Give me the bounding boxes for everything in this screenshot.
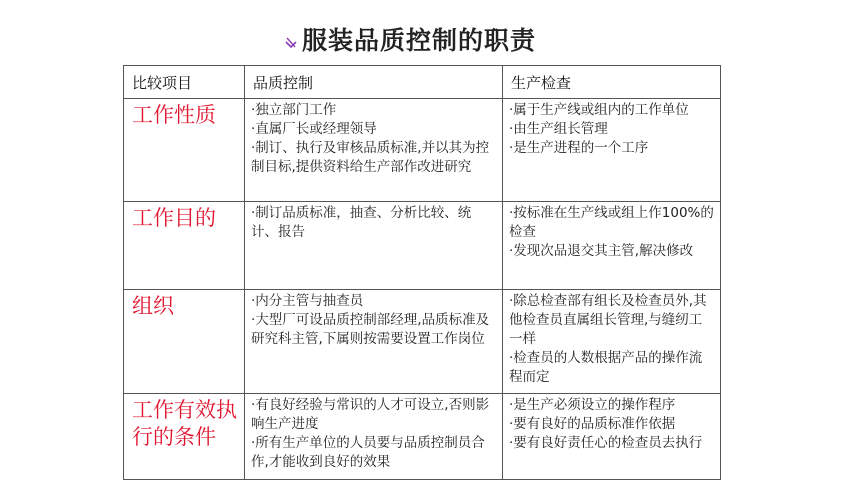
qc-cell bbox=[245, 99, 503, 202]
pc-cell bbox=[503, 394, 721, 480]
row-label: 工作目的 bbox=[124, 202, 245, 290]
qc-line: ·内分主管与抽查员 bbox=[251, 293, 364, 309]
row-label: 工作性质 bbox=[124, 99, 245, 202]
table-row bbox=[124, 290, 721, 394]
header-compare-item: 比较项目 bbox=[124, 66, 245, 99]
qc-line: ·制订品质标准，抽查、分析比较、统计、报告 bbox=[251, 205, 472, 240]
qc-line: ·独立部门工作 bbox=[251, 102, 337, 118]
qc-cell bbox=[245, 290, 503, 394]
pc-cell bbox=[503, 202, 721, 290]
table-row bbox=[124, 202, 721, 290]
pc-line: ·发现次品退交其主管,解决修改 bbox=[509, 243, 694, 259]
qc-line: ·大型厂可设品质控制部经理,品质标准及研究科主管,下属则按需要设置工作岗位 bbox=[251, 312, 490, 347]
title-bar bbox=[284, 22, 536, 56]
header-production-check: 生产检查 bbox=[503, 66, 721, 99]
pc-line: ·属于生产线或组内的工作单位 bbox=[509, 102, 689, 118]
pc-line: ·要有良好责任心的检查员去执行 bbox=[509, 435, 703, 451]
header-quality-control: 品质控制 bbox=[245, 66, 503, 99]
qc-cell bbox=[245, 394, 503, 480]
qc-cell bbox=[245, 202, 503, 290]
responsibility-table bbox=[123, 65, 721, 480]
pc-line: ·是生产必须设立的操作程序 bbox=[509, 397, 676, 413]
page-title: 服装品质控制的职责 bbox=[302, 26, 537, 55]
table-header-row bbox=[124, 66, 721, 99]
pc-line: ·要有良好的品质标准作依据 bbox=[509, 416, 676, 432]
pc-line: ·除总检查部有组长及检查员外,其他检查员直属组长管理,与缝纫工一样 bbox=[509, 293, 707, 347]
qc-line: ·有良好经验与常识的人才可设立,否则影响生产进度 bbox=[251, 397, 490, 432]
row-label: 工作有效执行的条件 bbox=[124, 394, 245, 480]
table-row bbox=[124, 394, 721, 480]
pc-line: ·是生产进程的一个工序 bbox=[509, 140, 649, 156]
qc-line: ·所有生产单位的人员要与品质控制员合作,才能收到良好的效果 bbox=[251, 435, 485, 470]
link-icon bbox=[284, 36, 298, 50]
pc-line: ·按标准在生产线或组上作100%的检查 bbox=[509, 205, 714, 240]
table-row bbox=[124, 99, 721, 202]
qc-line: ·直属厂长或经理领导 bbox=[251, 121, 377, 137]
pc-cell bbox=[503, 99, 721, 202]
row-label: 组织 bbox=[124, 290, 245, 394]
pc-line: ·由生产组长管理 bbox=[509, 121, 608, 137]
pc-line: ·检查员的人数根据产品的操作流程而定 bbox=[509, 350, 703, 385]
pc-cell bbox=[503, 290, 721, 394]
qc-line: ·制订、执行及审核品质标准,并以其为控制目标,提供资料给生产部作改进研究 bbox=[251, 140, 490, 175]
